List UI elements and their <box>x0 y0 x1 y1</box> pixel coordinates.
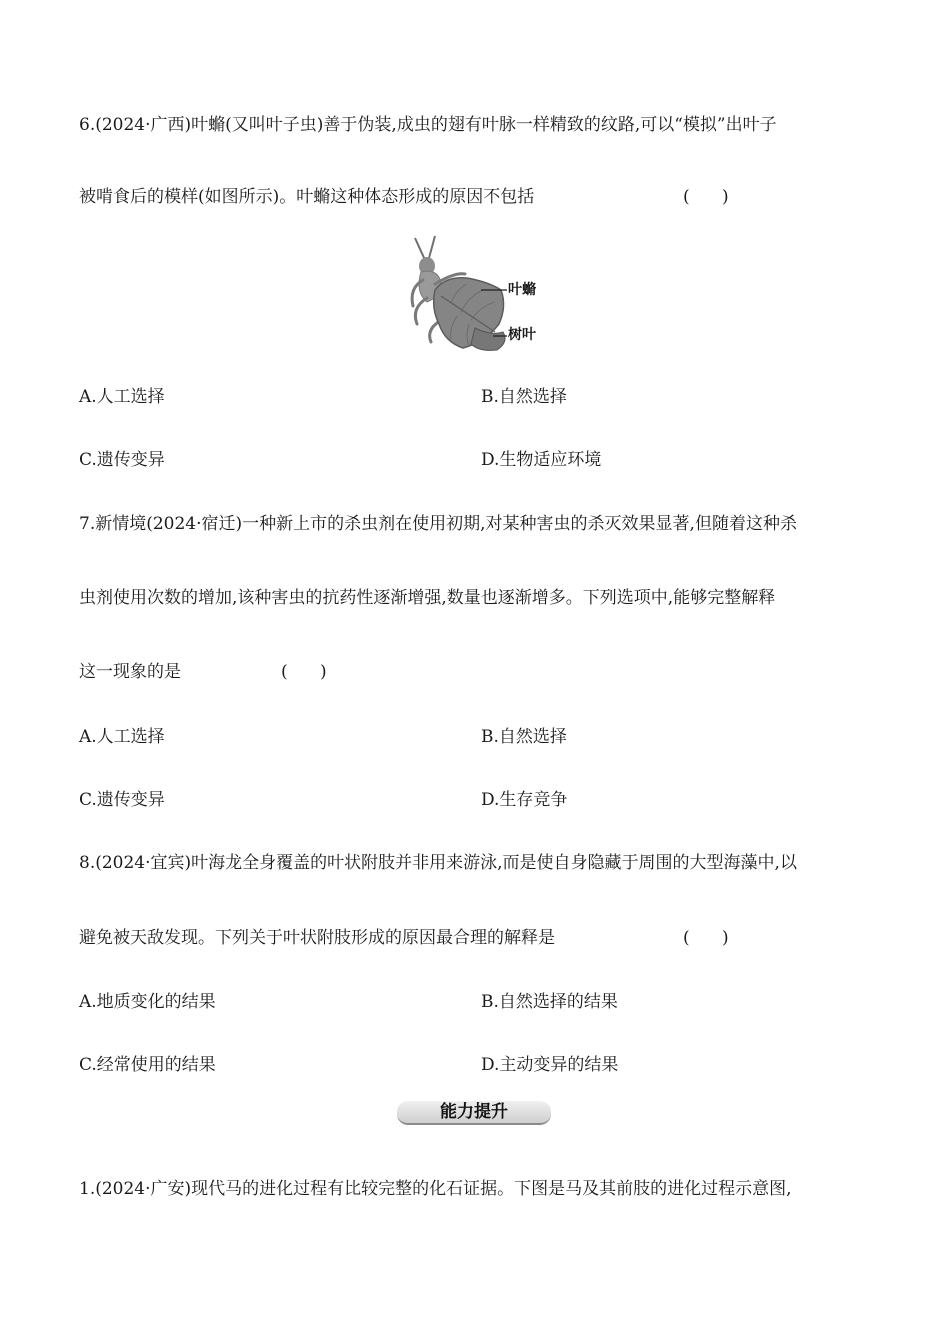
q8-option-d: D.主动变异的结果 <box>481 1055 619 1075</box>
q6-stem-line1: 6.(2024·广西)叶䗛(又叫叶子虫)善于伪装,成虫的翅有叶脉一样精致的纹路,可以“模拟”出叶子 <box>79 115 777 135</box>
section-title: 能力提升 <box>440 1102 508 1122</box>
q7-option-a: A.人工选择 <box>79 727 165 747</box>
q6-option-c: C.遗传变异 <box>79 450 165 470</box>
q8-option-a: A.地质变化的结果 <box>79 992 216 1012</box>
q6-option-d: D.生物适应环境 <box>481 450 602 470</box>
q8-stem-line2: 避免被天敌发现。下列关于叶状附肢形成的原因最合理的解释是 <box>79 928 555 948</box>
q8-answer-blank: ( ) <box>683 928 729 948</box>
leaf-insect-figure <box>405 232 555 354</box>
q8-option-c: C.经常使用的结果 <box>79 1055 216 1075</box>
q6-answer-blank: ( ) <box>683 187 729 207</box>
p1-stem-line1: 1.(2024·广安)现代马的进化过程有比较完整的化石证据。下图是马及其前肢的进化过程示意图, <box>79 1179 792 1199</box>
figure-label-leaf: 树叶 <box>508 327 536 343</box>
q6-option-b: B.自然选择 <box>481 387 567 407</box>
q7-stem-line2: 虫剂使用次数的增加,该种害虫的抗药性逐渐增强,数量也逐渐增多。下列选项中,能够完整解释 <box>79 588 776 608</box>
section-banner <box>397 1097 553 1127</box>
figure-label-insect: 叶䗛 <box>508 282 536 298</box>
q6-option-a: A.人工选择 <box>79 387 165 407</box>
q7-option-b: B.自然选择 <box>481 727 567 747</box>
q7-option-d: D.生存竞争 <box>481 790 568 810</box>
q8-stem-line1: 8.(2024·宜宾)叶海龙全身覆盖的叶状附肢并非用来游泳,而是使自身隐藏于周围的大型海藻中,以 <box>79 853 797 873</box>
q6-stem-line2: 被啃食后的模样(如图所示)。叶䗛这种体态形成的原因不包括 <box>79 187 535 207</box>
q7-answer-blank: ( ) <box>281 662 327 682</box>
q7-stem-line1: 7.新情境(2024·宿迁)一种新上市的杀虫剂在使用初期,对某种害虫的杀灭效果显著,但随着这种杀 <box>79 514 797 534</box>
q8-option-b: B.自然选择的结果 <box>481 992 618 1012</box>
q7-stem-line3: 这一现象的是 <box>79 662 181 682</box>
q7-option-c: C.遗传变异 <box>79 790 165 810</box>
